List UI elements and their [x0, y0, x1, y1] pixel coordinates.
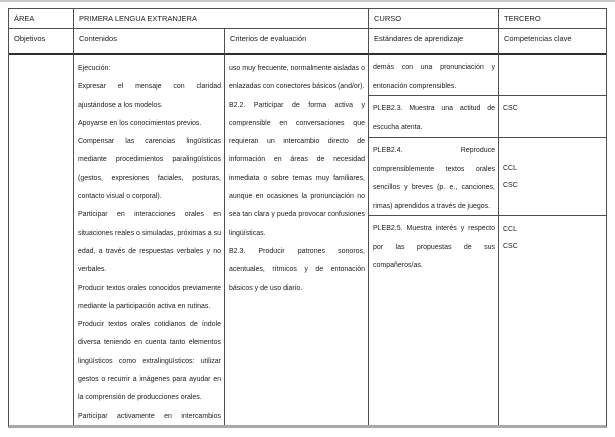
contenidos-cell	[74, 55, 225, 425]
objetivos-cell	[9, 55, 74, 425]
column-header-competencias: Competencias clave	[499, 29, 606, 55]
estandar-cell	[369, 96, 499, 137]
page-top-edge	[0, 0, 615, 2]
column-header-objetivos: Objetivos	[9, 29, 74, 55]
column-header-estandares: Estándares de aprendizaje	[369, 29, 499, 55]
estandar-cell	[369, 216, 499, 425]
competencia-code: CSC	[503, 243, 518, 250]
contenidos-paragraph: Compensar las carencias lingüísticas mediante procedimientos paralingüísticos (gestos, expresiones faciales, posturas, contacto visual o corporal).	[78, 138, 221, 201]
estandar-row	[369, 96, 606, 138]
column-header-contenidos: Contenidos	[74, 29, 225, 55]
estandar-row	[369, 138, 606, 216]
estandar-cell	[369, 138, 499, 215]
criterios-cell	[225, 55, 369, 425]
estandar-text: PLEB2.4. Reproduce comprensiblemente textos orales sencillos y breves (p. e., canciones, rimas) aprendidos a través de juegos.	[373, 147, 495, 210]
column-header-criterios: Criterios de evaluación	[225, 29, 369, 55]
contenidos-paragraph: Producir textos orales cotidianos de índole diversa teniendo en cuenta tanto elementos lingüísticos como extralingüísticos: utilizar gestos o recurrir a imágenes para ayudar en la comprensión de producciones orales.	[78, 321, 221, 402]
competencia-code: CCL	[503, 165, 518, 172]
competencia-code: CSC	[503, 105, 518, 112]
header-curso-value: TERCERO	[499, 9, 606, 29]
header-area-value: PRIMERA LENGUA EXTRANJERA	[74, 9, 369, 29]
contenidos-paragraph: Ejecución:	[78, 65, 111, 72]
estandar-text: PLEB2.5. Muestra interés y respecto por las propuestas de sus compañeros/as.	[373, 225, 495, 269]
contenidos-paragraph: Participar activamente en intercambios	[78, 412, 221, 420]
competencias-cell	[499, 138, 606, 215]
contenidos-paragraph: Producir textos orales conocidos previamente mediante la participación activa en rutinas.	[78, 284, 221, 310]
estandar-row	[369, 55, 606, 96]
competencias-cell	[499, 216, 606, 425]
curriculum-table	[8, 8, 607, 428]
competencias-cell	[499, 55, 606, 95]
estandar-cell	[369, 55, 499, 95]
criterios-paragraph: B2.3. Producir patrones sonoros, acentuales, rítmicos y de entonación básicos y de uso diario.	[229, 247, 365, 292]
header-curso-label: CURSO	[369, 9, 499, 29]
estandar-row	[369, 216, 606, 425]
contenidos-paragraph: Apoyarse en los conocimientos previos.	[78, 119, 202, 127]
contenidos-paragraph: Participar en interacciones orales en situaciones reales o simuladas, próximas a su edad, a través de respuestas verbales y no verbales.	[78, 211, 221, 274]
competencia-code: CCL	[503, 226, 518, 233]
competencias-cell	[499, 96, 606, 137]
estandar-text: demás con una pronunciación y entonación comprensibles.	[373, 64, 495, 90]
contenidos-paragraph: Expresar el mensaje con claridad ajustándose a los modelos.	[78, 83, 221, 109]
estandares-competencias-area	[369, 55, 606, 425]
header-area-label: ÁREA	[9, 9, 74, 29]
competencia-code: CSC	[503, 182, 518, 189]
estandar-text: PLEB2.3. Muestra una actitud de escucha atenta.	[373, 105, 495, 131]
criterios-paragraph: B2.2. Participar de forma activa y comprensible en conversaciones que requieran un intercambio directo de información en áreas de necesidad inmediata o sobre temas muy familiares, aunque en ocasiones la pronunciación no sea tan clara y pueda provocar confusiones lingüísticas.	[229, 101, 365, 237]
criterios-paragraph: uso muy frecuente, normalmente aisladas o enlazadas con conectores básicos (and/or).	[229, 65, 365, 91]
